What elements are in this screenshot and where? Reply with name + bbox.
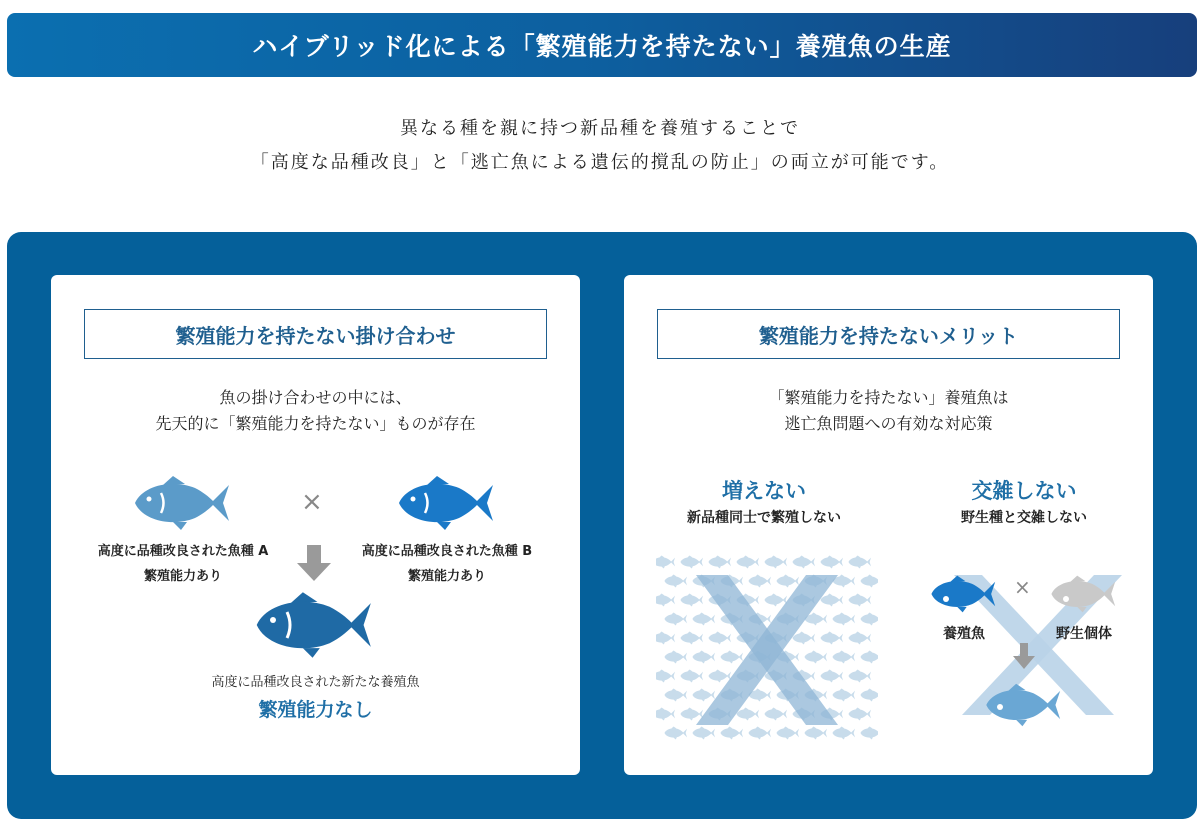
merit-no-increase-title: 増えない (722, 479, 806, 503)
merit-no-hybrid-sub: 野生種と交雑しない (961, 510, 1087, 526)
merit-no-hybrid-title: 交雑しない (971, 479, 1077, 503)
school-fish-icon (736, 556, 759, 569)
school-fish-icon (832, 727, 855, 740)
school-fish-icon (776, 575, 799, 588)
farmed-fish-icon (930, 575, 998, 613)
school-fish-icon (804, 727, 827, 740)
hybrid-fish-icon (984, 683, 1064, 727)
school-fish-icon (860, 689, 878, 702)
result-label: 高度に品種改良された新たな養殖魚 (211, 675, 420, 690)
school-fish-icon (680, 670, 703, 683)
intro-line-2: 「高度な品種改良」と「逃亡魚による遺伝的撹乱の防止」の両立が可能です。 (250, 152, 950, 173)
wild-fish-label: 野生個体 (1056, 626, 1112, 642)
crossbreeding-heading: 繁殖能力を持たない掛け合わせ (84, 309, 547, 359)
school-fish-icon (832, 689, 855, 702)
school-fish-icon (832, 613, 855, 626)
school-fish-icon (748, 727, 771, 740)
merits-heading: 繁殖能力を持たないメリット (657, 309, 1120, 359)
intro-line-1: 異なる種を親に持つ新品種を養殖することで (400, 118, 800, 139)
school-fish-icon (656, 556, 675, 569)
school-fish-icon (692, 651, 715, 664)
school-fish-icon (680, 708, 703, 721)
result-fertility: 繁殖能力なし (258, 699, 373, 721)
school-fish-icon (680, 632, 703, 645)
merit-no-increase-sub: 新品種同士で繁殖しない (687, 510, 841, 526)
times-icon-2: × (1014, 575, 1031, 599)
crossbreeding-lead-1: 魚の掛け合わせの中には、 (219, 388, 412, 407)
school-fish-icon (656, 708, 675, 721)
school-fish-icon (820, 556, 843, 569)
merits-lead-2: 逃亡魚問題への有効な対応策 (784, 414, 993, 433)
school-fish-icon (664, 651, 687, 664)
down-arrow-icon-2 (1013, 643, 1035, 669)
school-fish-icon (792, 556, 815, 569)
fish-b-label: 高度に品種改良された魚種 B (361, 544, 533, 559)
school-fish-icon (848, 708, 871, 721)
crossbreeding-lead-2: 先天的に「繁殖能力を持たない」ものが存在 (155, 414, 476, 433)
down-arrow-icon (297, 545, 331, 581)
school-fish-icon (736, 708, 759, 721)
school-fish-icon (708, 632, 731, 645)
school-fish-icon (804, 651, 827, 664)
school-fish-icon (720, 651, 743, 664)
school-fish-icon (764, 594, 787, 607)
school-fish-icon (764, 708, 787, 721)
school-fish-icon (748, 575, 771, 588)
school-fish-icon (692, 689, 715, 702)
school-fish-icon (860, 651, 878, 664)
school-fish-icon (720, 727, 743, 740)
school-fish-icon (820, 632, 843, 645)
school-fish-icon (664, 575, 687, 588)
school-fish-icon (680, 594, 703, 607)
school-fish-icon (764, 556, 787, 569)
crossbreeding-card (51, 275, 580, 775)
school-fish-icon (792, 632, 815, 645)
page-title: ハイブリッド化による「繁殖能力を持たない」養殖魚の生産 (7, 13, 1197, 77)
school-fish-icon (848, 670, 871, 683)
fish-a-fertility: 繁殖能力あり (143, 569, 222, 584)
school-fish-icon (820, 670, 843, 683)
school-fish-icon (848, 556, 871, 569)
fish-school-illustration (656, 555, 878, 745)
school-fish-icon (848, 594, 871, 607)
school-fish-icon (692, 613, 715, 626)
school-fish-icon (832, 651, 855, 664)
school-fish-icon (860, 613, 878, 626)
school-fish-icon (776, 727, 799, 740)
fish-a-label: 高度に品種改良された魚種 A (97, 544, 269, 559)
school-fish-icon (664, 613, 687, 626)
farmed-fish-label: 養殖魚 (943, 626, 985, 642)
fish-b-icon (397, 475, 497, 531)
school-fish-icon (692, 727, 715, 740)
result-fish-icon (253, 591, 377, 659)
school-fish-icon (708, 670, 731, 683)
school-fish-icon (664, 727, 687, 740)
fish-b-fertility: 繁殖能力あり (407, 569, 486, 584)
school-fish-icon (656, 670, 675, 683)
fish-a-icon (133, 475, 233, 531)
school-fish-icon (656, 632, 675, 645)
school-fish-icon (680, 556, 703, 569)
school-fish-icon (820, 594, 843, 607)
school-fish-icon (656, 594, 675, 607)
school-fish-icon (664, 689, 687, 702)
school-fish-icon (860, 727, 878, 740)
times-icon: × (301, 487, 323, 517)
merits-card (624, 275, 1153, 775)
school-fish-icon (860, 575, 878, 588)
school-fish-icon (848, 632, 871, 645)
merits-lead-1: 「繁殖能力を持たない」養殖魚は (768, 388, 1009, 407)
school-fish-icon (708, 556, 731, 569)
wild-fish-icon (1050, 575, 1118, 613)
